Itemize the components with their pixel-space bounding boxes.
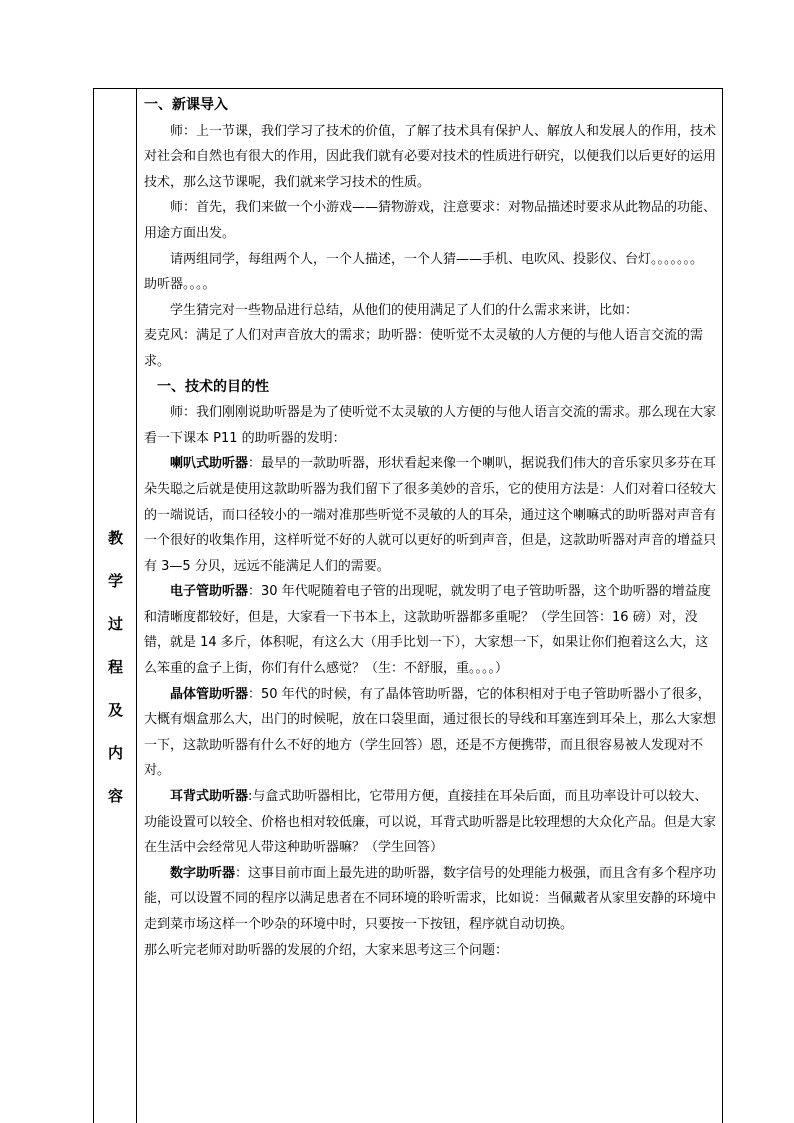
side-label: 教 学 过 程 及 内 容 xyxy=(107,529,123,805)
paragraph: 师：上一节课，我们学习了技术的价值，了解了技术具有保护人、解放人和发展人的作用，技术对社会和自然也有很大的作用，因此我们就有必要对技术的性质进行研究，以便我们以后更好的运用技术，那么这节课呢，我们就来学习技术的性质。 xyxy=(144,123,717,190)
section-title-purpose: 一、技术的目的性 xyxy=(157,378,269,395)
paragraph: 那么听完老师对助听器的发展的介绍，大家来思考这三个问题： xyxy=(144,942,509,958)
hearing-aid-digital: 数字助听器：这事目前市面上最先进的助听器，数字信号的处理能力极强，而且含有多个程序功能，可以设置不同的程序以满足患者在不同环境的聆听需求，比如说：当佩戴者从家里安静的环境中走到菜市场这样一个吵杂的环境中时，只要按一下按钮，程序就自动切换。 xyxy=(144,865,717,932)
hearing-aid-transistor: 晶体管助听器：50 年代的时候，有了晶体管助听器，它的体积相对于电子管助听器小了很多，大概有烟盒那么大，出门的时候呢，放在口袋里面，通过很长的导线和耳塞连到耳朵上，那么大家想一下，这款助听器有什么不好的地方（学生回答）恩，还是不方便携带，而且很容易被人发现对不对。 xyxy=(144,686,717,779)
hearing-aid-tube: 电子管助听器：30 年代呢随着电子管的出现呢，就发明了电子管助听器，这个助听器的增益度和清晰度都较好，但是，大家看一下书本上，这款助听器都多重呢？（学生回答：16 磅）对，没错，就是 14 多斤，体积呢，有这么大（用手比划一下），大家想一下，如果让你们抱着这么大，这么笨重的盒子上街，你们有什么感觉？（生：不舒服，重。。。。） xyxy=(144,584,711,677)
term-heading: 数字助听器 xyxy=(170,865,236,881)
hearing-aid-behind-ear: 耳背式助听器:与盒式助听器相比，它带用方便，直接挂在耳朵后面，而且功率设计可以较大、功能设置可以较全、价格也相对较低廉，可以说，耳背式助听器是比较理想的大众化产品。但是大家在生活中会经常见人带这种助听器嘛？（学生回答） xyxy=(144,789,717,856)
term-heading: 晶体管助听器 xyxy=(170,686,249,702)
hearing-aid-horn: 喇叭式助听器：最早的一款助听器，形状看起来像一个喇叭，据说我们伟大的音乐家贝多芬在耳朵失聪之后就是使用这款助听器为我们留下了很多美妙的音乐，它的使用方法是：人们对着口径较大的一端说话，而口径较小的一端对准那些听觉不灵敏的人的耳朵，通过这个喇嘛式的助听器对声音有一个很好的收集作用，这样听觉不好的人就可以更好的听到声音，但是，这款助听器对声音的增益只有 3—5 分贝，远远不能满足人们的需要。 xyxy=(144,456,717,574)
term-heading: 耳背式助听器 xyxy=(170,789,249,805)
term-heading: 喇叭式助听器 xyxy=(170,456,249,472)
section-title-intro: 一、新课导入 xyxy=(144,97,228,113)
paragraph: 助听器。。。。 xyxy=(144,277,216,293)
side-label-cell xyxy=(94,89,137,1123)
paragraph: 师：首先，我们来做一个小游戏——猜物游戏，注意要求：对物品描述时要求从此物品的功能、用途方面出发。 xyxy=(144,200,717,241)
content-cell xyxy=(144,93,718,963)
paragraph: 麦克风：满足了人们对声音放大的需求；助听器：使听觉不太灵敏的人方便的与他人语言交流的需求。 xyxy=(144,328,704,369)
term-heading: 电子管助听器 xyxy=(170,584,249,600)
paragraph: 学生猜完对一些物品进行总结，从他们的使用满足了人们的什么需求来讲，比如： xyxy=(170,302,639,318)
lesson-table xyxy=(93,88,723,1123)
paragraph: 请两组同学，每组两个人，一个人描述，一个人猜——手机、电吹风、投影仪、台灯。。。。。。。 xyxy=(170,251,704,267)
paragraph: 师：我们刚刚说助听器是为了使听觉不太灵敏的人方便的与他人语言交流的需求。那么现在大家看一下课本 P11 的助听器的发明： xyxy=(144,405,717,446)
